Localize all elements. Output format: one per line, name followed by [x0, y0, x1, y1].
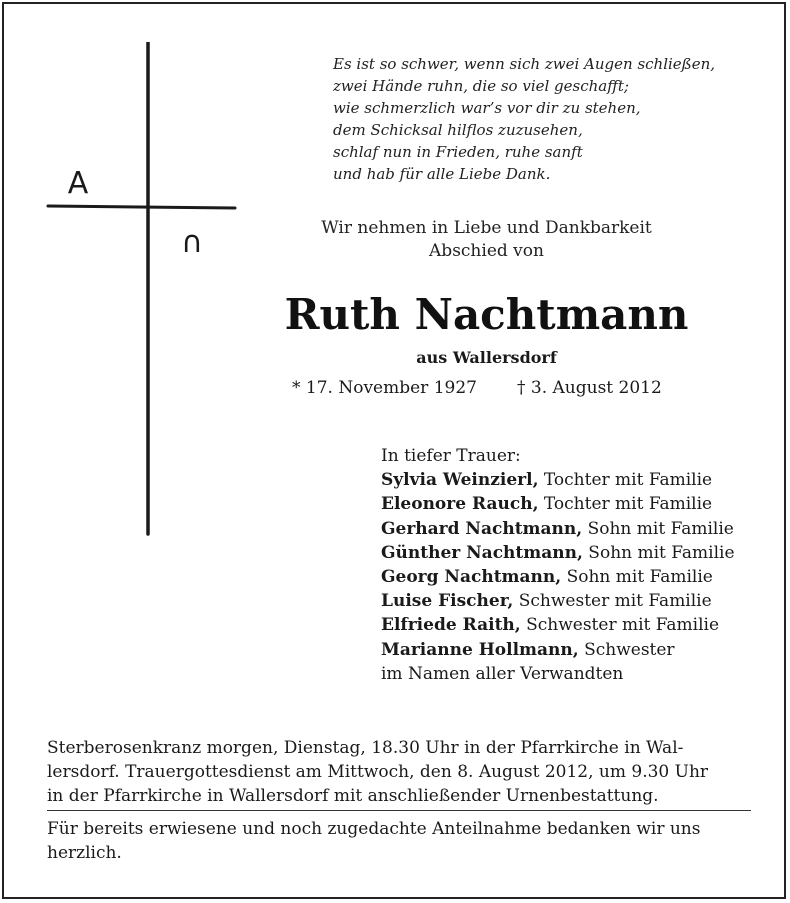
poem-line: wie schmerzlich war’s vor dir zu stehen,: [333, 99, 641, 117]
service-line: Sterberosenkranz morgen, Dienstag, 18.30 Uhr in der Pfarrkirche in Wal-: [47, 738, 684, 758]
mourner-name: Günther Nachtmann,: [381, 542, 583, 563]
mourner-entry: [381, 613, 735, 637]
poem-line: und hab für alle Liebe Dank.: [333, 165, 551, 183]
mourners-list: [381, 444, 735, 686]
mourners-heading: In tiefer Trauer:: [381, 446, 521, 466]
mourner-relation: Tochter mit Familie: [538, 494, 713, 515]
intro-text: [274, 217, 699, 263]
omega-symbol: ∩: [181, 225, 203, 260]
service-info: [47, 736, 757, 808]
intro-line: Wir nehmen in Liebe und Dankbarkeit: [321, 218, 652, 238]
poem-line: dem Schicksal hilflos zuzusehen,: [333, 121, 583, 139]
life-dates: [292, 376, 662, 400]
poem-line: Es ist so schwer, wenn sich zwei Augen schließen,: [333, 55, 716, 73]
thanks-line: herzlich.: [47, 843, 122, 863]
deceased-name: Ruth Nachtmann: [284, 290, 689, 339]
mourner-entry: [381, 468, 735, 492]
mourner-entry: [381, 565, 735, 589]
mourner-name: Sylvia Weinzierl,: [381, 470, 539, 491]
thanks-text: [47, 817, 757, 865]
mourner-relation: Sohn mit Familie: [561, 567, 713, 588]
poem-line: schlaf nun in Frieden, ruhe sanft: [333, 143, 583, 161]
birth-date: * 17. November 1927: [292, 378, 477, 398]
divider: [47, 810, 751, 811]
mourner-relation: Tochter mit Familie: [538, 470, 713, 491]
mourner-relation: Schwester mit Familie: [520, 615, 720, 636]
mourner-entry: [381, 517, 735, 541]
mourner-name: Elfriede Raith,: [381, 615, 521, 636]
mourner-relation: Sohn mit Familie: [582, 518, 734, 539]
mourner-entry: [381, 589, 735, 613]
poem-line: zwei Hände ruhn, die so viel geschafft;: [333, 77, 629, 95]
mourner-relation: Sohn mit Familie: [582, 542, 735, 563]
service-line: in der Pfarrkirche in Wallersdorf mit anschließender Urnenbestattung.: [47, 786, 659, 806]
mourner-relation: Schwester mit Familie: [513, 591, 712, 612]
deceased-origin: aus Wallersdorf: [416, 348, 557, 367]
mourner-name: Eleonore Rauch,: [381, 494, 539, 515]
obituary-notice: [2, 2, 786, 899]
mourner-name: Georg Nachtmann,: [381, 567, 562, 588]
mourners-closing: im Namen aller Verwandten: [381, 663, 624, 684]
mourner-entry: [381, 638, 735, 662]
mourner-entry: [381, 492, 735, 516]
mourner-relation: Schwester: [578, 639, 675, 660]
mourner-name: Luise Fischer,: [381, 591, 514, 612]
intro-line: Abschied von: [429, 241, 544, 261]
mourner-entry: [381, 541, 735, 565]
death-date: † 3. August 2012: [516, 378, 662, 398]
thanks-line: Für bereits erwiesene und noch zugedachte Anteilnahme bedanken wir uns: [47, 819, 701, 839]
mourner-name: Marianne Hollmann,: [381, 639, 579, 660]
cross-icon: [44, 42, 244, 542]
alpha-symbol: A: [67, 166, 89, 201]
poem: [333, 53, 715, 185]
mourner-name: Gerhard Nachtmann,: [381, 518, 583, 539]
service-line: lersdorf. Trauergottesdienst am Mittwoch, den 8. August 2012, um 9.30 Uhr: [47, 762, 709, 782]
